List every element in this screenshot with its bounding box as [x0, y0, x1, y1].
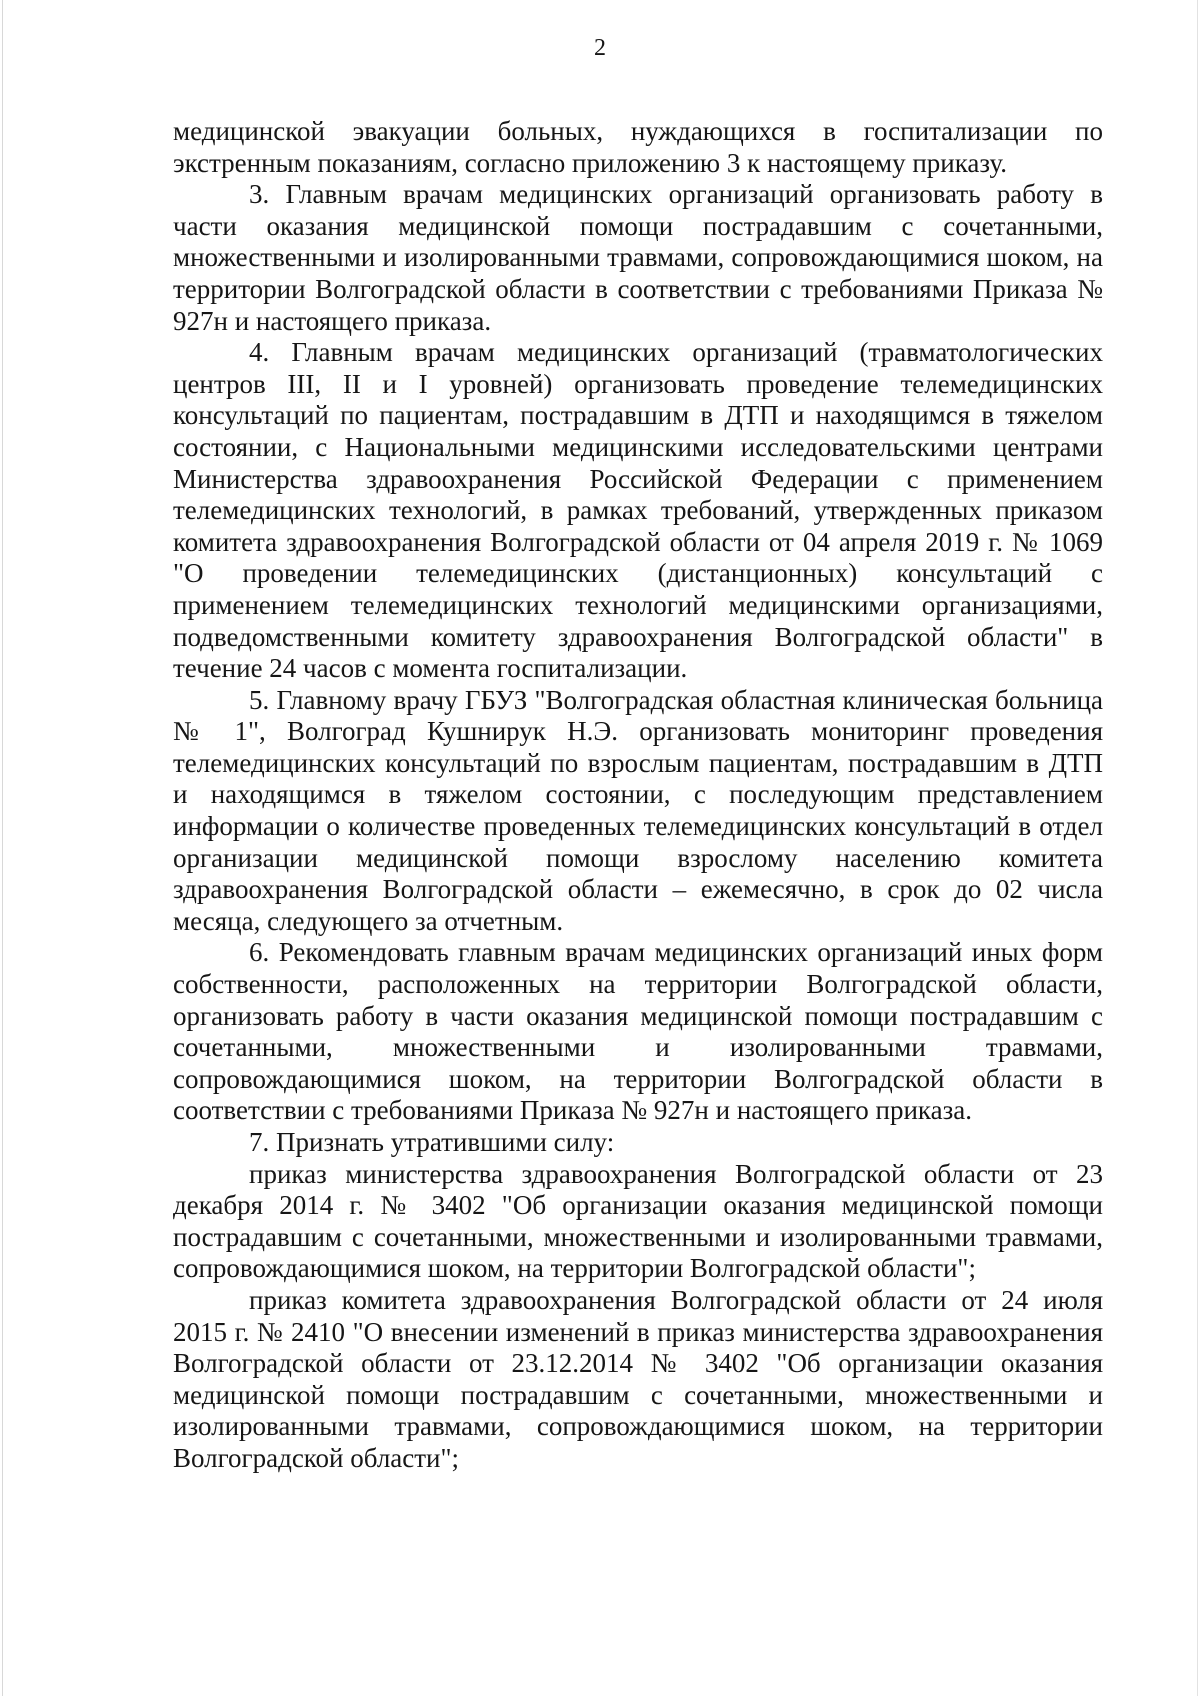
paragraph-item-3: 3. Главным врачам медицинских организаций организовать работу в части оказания медицинской помощи пострадавшим с сочетанными, множественными и изолированными травмами, сопровождающимися шоком, на территории Волгоградской области в соответствии с требованиями Приказа № 927н и настоящего приказа. — [173, 179, 1103, 336]
paragraph-item-4: 4. Главным врачам медицинских организаций (травматологических центров III, II и I уровней) организовать проведение телемедицинских консультаций по пациентам, пострадавшим в ДТП и находящимся в тяжелом состоянии, с Национальными медицинскими исследовательскими центрами Министерства здравоохранения Российской Федерации с применением телемедицинских технологий, в рамках требований, утвержденных приказом комитета здравоохранения Волгоградской области от 04 апреля 2019 г. № 1069 "О проведении телемедицинских (дистанционных) консультаций с применением телемедицинских технологий медицинскими организациями, подведомственными комитету здравоохранения Волгоградской области" в течение 24 часов с момента госпитализации. — [173, 337, 1103, 684]
paragraph-continuation: медицинской эвакуации больных, нуждающихся в госпитализации по экстренным показаниям, согласно приложению 3 к настоящему приказу. — [173, 116, 1103, 178]
scan-edge-right — [1197, 0, 1198, 1696]
document-body — [173, 116, 1103, 1475]
paragraph-item-5: 5. Главному врачу ГБУЗ "Волгоградская областная клиническая больница № 1", Волгоград Кушнирук Н.Э. организовать мониторинг проведения телемедицинских консультаций по взрослым пациентам, пострадавшим в ДТП и находящимся в тяжелом состоянии, с последующим представлением информации о количестве проведенных телемедицинских консультаций в отдел организации медицинской помощи взрослому населению комитета здравоохранения Волгоградской области – ежемесячно, в срок до 02 числа месяца, следующего за отчетным. — [173, 684, 1103, 936]
paragraph-repealed-order-2: приказ комитета здравоохранения Волгоградской области от 24 июля 2015 г. № 2410 "О внесении изменений в приказ министерства здравоохранения Волгоградской области от 23.12.2014 № 3402 "Об организации оказания медицинской помощи пострадавшим с сочетанными, множественными и изолированными травмами, сопровождающимися шоком, на территории Волгоградской области"; — [173, 1284, 1103, 1473]
paragraph-item-7: 7. Признать утратившими силу: — [249, 1127, 615, 1157]
page-number: 2 — [594, 35, 606, 61]
paragraph-item-6: 6. Рекомендовать главным врачам медицинских организаций иных форм собственности, расположенных на территории Волгоградской области, организовать работу в части оказания медицинской помощи пострадавшим с сочетанными, множественными и изолированными травмами, сопровождающимися шоком, на территории Волгоградской области в соответствии с требованиями Приказа № 927н и настоящего приказа. — [173, 937, 1103, 1126]
paragraph-repealed-order-1: приказ министерства здравоохранения Волгоградской области от 23 декабря 2014 г. № 3402 "Об организации оказания медицинской помощи пострадавшим с сочетанными, множественными и изолированными травмами, сопровождающимися шоком, на территории Волгоградской области"; — [173, 1158, 1103, 1284]
scan-edge-left — [2, 0, 3, 1696]
